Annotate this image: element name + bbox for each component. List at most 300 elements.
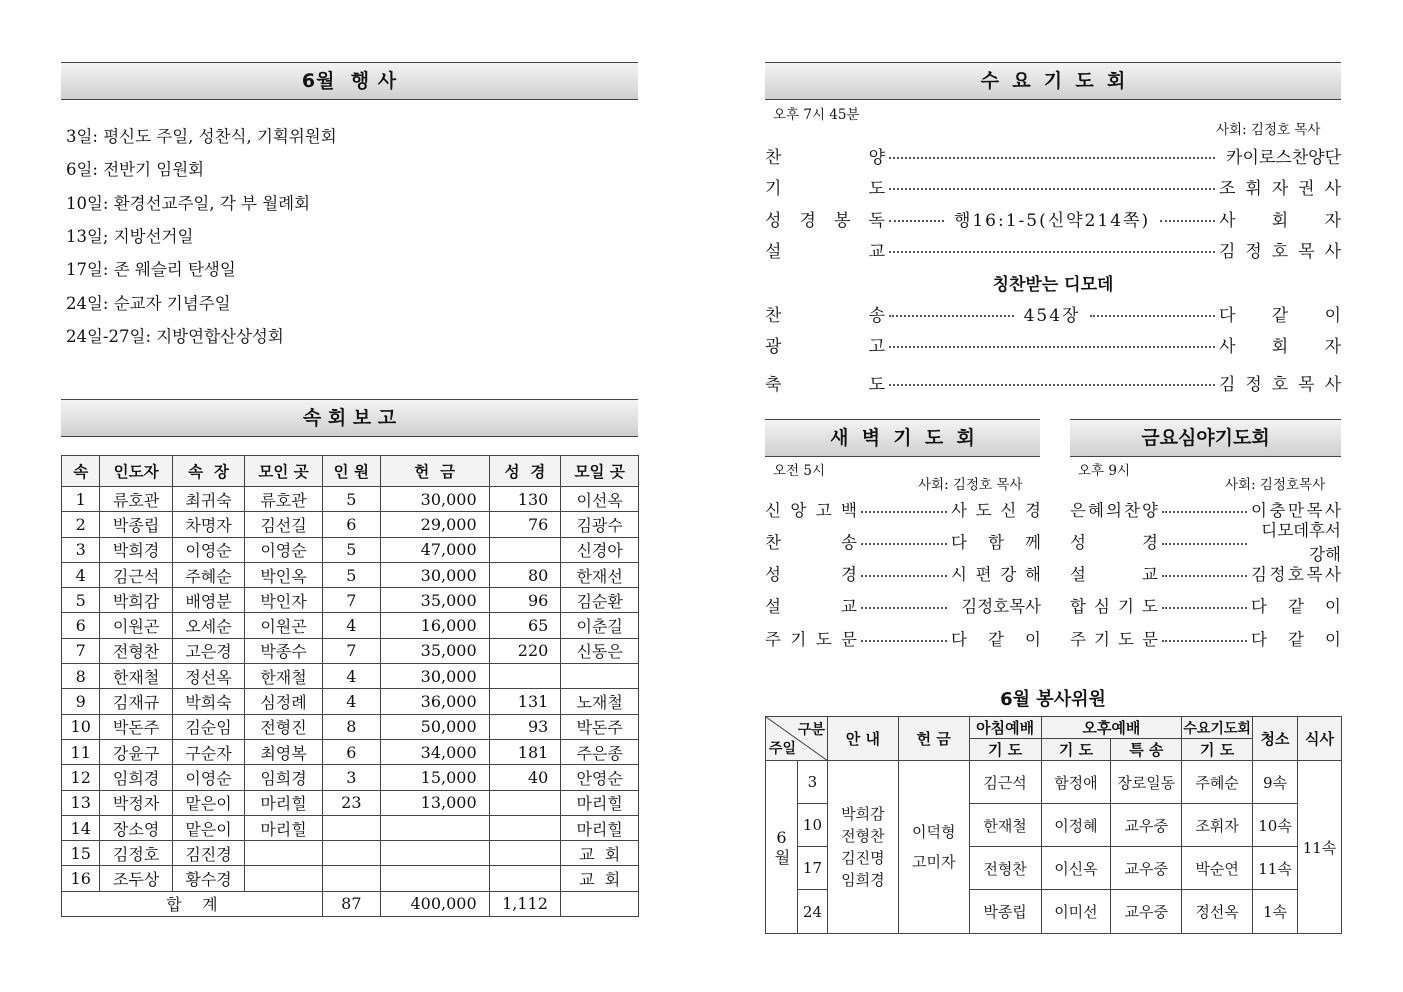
cell-number: 4 <box>62 562 100 587</box>
wednesday-line <box>765 300 1341 326</box>
people-count: 7 <box>322 638 380 663</box>
wednesday-line <box>765 205 1341 231</box>
wednesday-prayer: 정선옥 <box>1182 890 1253 934</box>
meet-place: 마리힐 <box>245 815 323 840</box>
cell-leader-name: 고은경 <box>172 638 244 663</box>
cell-leader-name: 구순자 <box>172 739 244 764</box>
people-count: 6 <box>322 739 380 764</box>
offering-amount: 34,000 <box>380 739 489 764</box>
dot-leader <box>889 188 1215 190</box>
item-value: 디모데후서강해 <box>1261 521 1341 564</box>
wednesday-title: 수 요 기 도 회 <box>980 70 1126 92</box>
dot-leader <box>889 157 1215 159</box>
total-row <box>62 891 639 916</box>
offering-amount: 15,000 <box>380 765 489 790</box>
leader-name: 김재규 <box>100 689 172 714</box>
cell-number: 9 <box>62 689 100 714</box>
cell-leader-name: 맡은이 <box>172 815 244 840</box>
cell-number: 7 <box>62 638 100 663</box>
people-count <box>322 841 380 866</box>
cell-number: 8 <box>62 664 100 689</box>
item-label: 광 고 <box>765 336 885 357</box>
item-value: 이 충 만 목 사 <box>1251 501 1341 520</box>
week-cell: 3 <box>797 761 827 804</box>
dot-leader <box>861 607 947 609</box>
dawn-title: 새 벽 기 도 회 <box>830 427 975 449</box>
item-label: 설 교 <box>765 241 885 262</box>
next-place: 한재선 <box>561 562 639 587</box>
wednesday-header <box>765 62 1341 100</box>
events-title: 6월 행 사 <box>301 70 398 92</box>
cell-number: 12 <box>62 765 100 790</box>
table-row <box>766 761 1342 804</box>
table-row <box>62 866 639 891</box>
meet-place: 심정례 <box>245 689 323 714</box>
people-count: 3 <box>322 765 380 790</box>
afternoon-prayer: 함정애 <box>1041 761 1111 804</box>
offering-amount <box>380 841 489 866</box>
cell-leader-name: 정선옥 <box>172 664 244 689</box>
next-place: 안영순 <box>561 765 639 790</box>
cell-number: 11 <box>62 739 100 764</box>
cell-leader-name: 맡은이 <box>172 790 244 815</box>
friday-time: 오후 9시 <box>1078 463 1131 479</box>
offering-names: 이덕형 고미자 <box>898 761 969 934</box>
next-place: 신동은 <box>561 638 639 663</box>
item-value: 다 같 이 <box>951 630 1041 649</box>
col-guide: 안 내 <box>827 717 898 761</box>
col-offering: 헌 금 <box>898 717 969 761</box>
people-count <box>322 815 380 840</box>
cleaning-cell: 9속 <box>1253 761 1298 804</box>
friday-line <box>1070 560 1341 586</box>
item-value: 다 같 이 <box>1251 630 1341 649</box>
dawn-leader: 사회: 김정호 목사 <box>918 477 1023 493</box>
event-item: 17일: 존 웨슬리 탄생일 <box>66 260 236 279</box>
item-label: 찬 양 <box>765 147 885 168</box>
wednesday-line <box>765 142 1341 168</box>
bible-count: 80 <box>489 562 561 587</box>
table-row <box>62 714 639 739</box>
offering-amount: 30,000 <box>380 487 489 512</box>
col-cell: 속 <box>62 456 100 487</box>
item-value: 다 같 이 <box>1219 305 1341 326</box>
cell-number: 6 <box>62 613 100 638</box>
dot-leader <box>1160 220 1215 222</box>
people-count: 23 <box>322 790 380 815</box>
cell-leader-name: 오세순 <box>172 613 244 638</box>
leader-name: 박희경 <box>100 537 172 562</box>
next-place: 주은종 <box>561 739 639 764</box>
morning-prayer: 한재철 <box>969 804 1041 847</box>
col-cell-leader: 속 장 <box>172 456 244 487</box>
table-row <box>62 689 639 714</box>
cell-number: 3 <box>62 537 100 562</box>
friday-leader: 사회: 김정호목사 <box>1225 477 1326 493</box>
cell-number: 1 <box>62 487 100 512</box>
next-place: 김순환 <box>561 588 639 613</box>
col-aft-special: 특 송 <box>1111 739 1182 761</box>
col-aft-prayer: 기 도 <box>1041 739 1111 761</box>
cell-leader-name: 배영분 <box>172 588 244 613</box>
table-row <box>62 664 639 689</box>
total-bible: 1,112 <box>489 891 561 916</box>
wednesday-leader: 사회: 김정호 목사 <box>1216 122 1321 138</box>
dot-leader <box>861 575 947 577</box>
meet-place: 전형진 <box>245 714 323 739</box>
offering-amount: 36,000 <box>380 689 489 714</box>
wednesday-prayer: 주혜순 <box>1182 761 1253 804</box>
dot-leader <box>1162 607 1247 609</box>
bible-count <box>489 790 561 815</box>
morning-prayer: 전형찬 <box>969 847 1041 890</box>
afternoon-prayer: 이정혜 <box>1041 804 1111 847</box>
wednesday-line <box>765 236 1341 262</box>
wednesday-line <box>765 331 1341 357</box>
event-item: 13일; 지방선거일 <box>66 227 194 246</box>
col-wed-prayer: 기 도 <box>1182 739 1253 761</box>
offering-amount <box>380 815 489 840</box>
cell-leader-name: 김진경 <box>172 841 244 866</box>
friday-line <box>1070 625 1341 651</box>
table-row <box>62 588 639 613</box>
col-afternoon: 오후예배 <box>1041 717 1182 739</box>
item-label: 주 기 도 문 <box>1070 630 1158 649</box>
item-label: 주 기 도 문 <box>765 630 857 649</box>
cell-report-title: 속 회 보 고 <box>302 407 397 429</box>
total-empty <box>561 891 639 916</box>
week-cell: 10 <box>797 804 827 847</box>
events-header <box>61 62 638 100</box>
col-wed: 수요기도회 <box>1182 717 1253 739</box>
cell-number: 13 <box>62 790 100 815</box>
dot-leader <box>889 315 1014 317</box>
item-value: 김 정 호 목 사 <box>1219 374 1341 395</box>
corner-top: 구분 <box>797 722 825 738</box>
table-row <box>62 613 639 638</box>
bible-count <box>489 841 561 866</box>
meet-place: 이원곤 <box>245 613 323 638</box>
people-count: 7 <box>322 588 380 613</box>
meet-place: 최영복 <box>245 739 323 764</box>
morning-prayer: 김근석 <box>969 761 1041 804</box>
bible-count: 65 <box>489 613 561 638</box>
dot-leader <box>1162 640 1247 642</box>
friday-line <box>1070 521 1341 564</box>
leader-name: 한재철 <box>100 664 172 689</box>
table-row <box>62 537 639 562</box>
dot-leader <box>1162 575 1247 577</box>
leader-name: 임희경 <box>100 765 172 790</box>
item-label: 성 경 봉 독 <box>765 210 885 231</box>
item-label: 성 경 <box>1070 533 1158 552</box>
offering-amount: 35,000 <box>380 588 489 613</box>
week-cell: 17 <box>797 847 827 890</box>
cell-leader-name: 이영순 <box>172 537 244 562</box>
people-count: 5 <box>322 487 380 512</box>
corner-bottom: 주일 <box>769 741 797 757</box>
dot-leader <box>889 251 1215 253</box>
cell-leader-name: 이영순 <box>172 765 244 790</box>
cleaning-cell: 11속 <box>1253 847 1298 890</box>
guide-names: 박희감 전형찬 김진명 임희경 <box>827 761 898 934</box>
item-value: 조 휘 자 권 사 <box>1219 178 1341 199</box>
friday-header <box>1070 419 1341 457</box>
friday-line <box>1070 592 1341 618</box>
month-cell: 6월 <box>766 761 798 934</box>
table-row <box>62 841 639 866</box>
leader-name: 전형찬 <box>100 638 172 663</box>
table-header-row <box>62 456 639 487</box>
item-value: 사 회 자 <box>1219 210 1342 231</box>
event-item: 24일: 순교자 기념주일 <box>66 294 231 313</box>
meet-place <box>245 866 323 891</box>
bible-count: 76 <box>489 512 561 537</box>
next-place: 교 회 <box>561 866 639 891</box>
people-count: 5 <box>322 537 380 562</box>
table-row <box>62 562 639 587</box>
leader-name: 장소영 <box>100 815 172 840</box>
event-item: 10일: 환경선교주일, 각 부 월례회 <box>66 194 311 213</box>
next-place: 박돈주 <box>561 714 639 739</box>
col-offering: 헌 금 <box>380 456 489 487</box>
col-morning-prayer: 기 도 <box>969 739 1041 761</box>
offering-amount: 30,000 <box>380 562 489 587</box>
col-morning: 아침예배 <box>969 717 1041 739</box>
dot-leader <box>889 384 1215 386</box>
col-people: 인 원 <box>322 456 380 487</box>
item-value: 사 회 자 <box>1219 336 1341 357</box>
leader-name: 강윤구 <box>100 739 172 764</box>
cell-number: 2 <box>62 512 100 537</box>
dawn-header <box>765 419 1040 457</box>
cell-report-header <box>61 399 638 437</box>
item-value: 시 편 강 해 <box>951 565 1041 584</box>
dot-leader <box>1090 315 1215 317</box>
bible-count: 93 <box>489 714 561 739</box>
item-detail: 454장 <box>1023 305 1081 326</box>
dot-leader <box>1162 543 1247 545</box>
item-value: 김 정 호 목 사 <box>1219 241 1341 262</box>
dot-leader <box>1162 511 1247 513</box>
item-detail: 행16:1-5(신약214쪽) <box>953 210 1151 231</box>
wednesday-prayer: 조휘자 <box>1182 804 1253 847</box>
dot-leader <box>861 640 947 642</box>
table-row <box>62 638 639 663</box>
item-label: 찬 송 <box>765 305 885 326</box>
bible-count: 96 <box>489 588 561 613</box>
afternoon-special: 장로일동 <box>1111 761 1182 804</box>
next-place: 이춘길 <box>561 613 639 638</box>
people-count: 4 <box>322 664 380 689</box>
col-meal: 식사 <box>1298 717 1342 761</box>
item-label: 기 도 <box>765 178 885 199</box>
cell-number: 14 <box>62 815 100 840</box>
cleaning-cell: 10속 <box>1253 804 1298 847</box>
event-item: 3일: 평신도 주일, 성찬식, 기획위원회 <box>66 127 337 146</box>
table-row <box>62 739 639 764</box>
people-count: 8 <box>322 714 380 739</box>
table-row <box>62 487 639 512</box>
cell-number: 16 <box>62 866 100 891</box>
total-label: 합 계 <box>62 891 323 916</box>
cell-number: 10 <box>62 714 100 739</box>
offering-amount: 35,000 <box>380 638 489 663</box>
dot-leader <box>889 220 944 222</box>
offering-amount: 16,000 <box>380 613 489 638</box>
offering-amount: 30,000 <box>380 664 489 689</box>
people-count <box>322 866 380 891</box>
next-place: 마리힐 <box>561 790 639 815</box>
item-value: 다 함 께 <box>951 533 1041 552</box>
volunteers-title: 6월 봉사위원 <box>1000 689 1106 710</box>
cleaning-cell: 1속 <box>1253 890 1298 934</box>
leader-name: 박희감 <box>100 588 172 613</box>
dawn-time: 오전 5시 <box>773 463 826 479</box>
meet-place: 박인자 <box>245 588 323 613</box>
meet-place: 이영순 <box>245 537 323 562</box>
bible-count: 131 <box>489 689 561 714</box>
item-label: 신 앙 고 백 <box>765 501 857 520</box>
item-value: 다 같 이 <box>1251 597 1341 616</box>
leader-name: 류호관 <box>100 487 172 512</box>
dawn-line <box>765 560 1041 586</box>
table-row <box>62 815 639 840</box>
cell-leader-name: 차명자 <box>172 512 244 537</box>
next-place: 노재철 <box>561 689 639 714</box>
bible-count: 220 <box>489 638 561 663</box>
leader-name: 조두상 <box>100 866 172 891</box>
table-row <box>62 512 639 537</box>
sermon-title: 칭찬받는 디모데 <box>992 275 1114 295</box>
bible-count <box>489 537 561 562</box>
dot-leader <box>889 346 1215 348</box>
next-place <box>561 664 639 689</box>
next-place: 신경아 <box>561 537 639 562</box>
item-label: 찬 송 <box>765 533 857 552</box>
meet-place: 한재철 <box>245 664 323 689</box>
col-bible: 성 경 <box>489 456 561 487</box>
total-offering: 400,000 <box>380 891 489 916</box>
table-row <box>62 790 639 815</box>
bible-count: 130 <box>489 487 561 512</box>
col-meet-place: 모인 곳 <box>245 456 323 487</box>
wednesday-line <box>765 173 1341 199</box>
dawn-line <box>765 528 1041 554</box>
friday-title: 금요심야기도회 <box>1141 427 1270 449</box>
afternoon-prayer: 이미선 <box>1041 890 1111 934</box>
wednesday-line <box>765 369 1341 395</box>
event-item: 24일-27일: 지방연합산상성회 <box>66 327 284 346</box>
meet-place: 박인옥 <box>245 562 323 587</box>
item-value: 김 정 호 목 사 <box>1251 565 1341 584</box>
wednesday-time: 오후 7시 45분 <box>773 107 860 123</box>
cell-report-table <box>61 455 639 917</box>
people-count: 4 <box>322 613 380 638</box>
item-label: 합 심 기 도 <box>1070 597 1158 616</box>
next-place: 마리힐 <box>561 815 639 840</box>
leader-name: 이원곤 <box>100 613 172 638</box>
volunteers-table <box>765 716 1342 934</box>
dawn-line <box>765 496 1041 522</box>
afternoon-special: 교우중 <box>1111 804 1182 847</box>
leader-name: 박종립 <box>100 512 172 537</box>
corner-cell <box>766 717 828 761</box>
bible-count: 40 <box>489 765 561 790</box>
dot-leader <box>861 543 947 545</box>
meet-place <box>245 841 323 866</box>
dawn-line <box>765 592 1041 618</box>
wednesday-prayer: 박순연 <box>1182 847 1253 890</box>
col-leader: 인도자 <box>100 456 172 487</box>
afternoon-prayer: 이신옥 <box>1041 847 1111 890</box>
meet-place: 박종수 <box>245 638 323 663</box>
bible-count <box>489 815 561 840</box>
total-people: 87 <box>322 891 380 916</box>
people-count: 5 <box>322 562 380 587</box>
item-label: 성 경 <box>765 565 857 584</box>
cell-leader-name: 황수경 <box>172 866 244 891</box>
offering-amount: 13,000 <box>380 790 489 815</box>
item-value: 김정호목사 <box>961 597 1041 616</box>
leader-name: 김근석 <box>100 562 172 587</box>
item-label: 설 교 <box>765 597 857 616</box>
item-value: 카이로스찬양단 <box>1226 147 1341 168</box>
week-cell: 24 <box>797 890 827 934</box>
item-label: 축 도 <box>765 374 885 395</box>
meal-cell: 11속 <box>1298 761 1342 934</box>
next-place: 교 회 <box>561 841 639 866</box>
bible-count <box>489 664 561 689</box>
offering-amount <box>380 866 489 891</box>
afternoon-special: 교우중 <box>1111 890 1182 934</box>
meet-place: 마리힐 <box>245 790 323 815</box>
morning-prayer: 박종립 <box>969 890 1041 934</box>
dawn-line <box>765 625 1041 651</box>
meet-place: 류호관 <box>245 487 323 512</box>
next-place: 이선옥 <box>561 487 639 512</box>
cell-leader-name: 주혜순 <box>172 562 244 587</box>
table-row <box>62 765 639 790</box>
leader-name: 박정자 <box>100 790 172 815</box>
col-next-place: 모일 곳 <box>561 456 639 487</box>
cell-number: 5 <box>62 588 100 613</box>
next-place: 김광수 <box>561 512 639 537</box>
people-count: 4 <box>322 689 380 714</box>
cell-leader-name: 박희숙 <box>172 689 244 714</box>
bible-count <box>489 866 561 891</box>
leader-name: 박돈주 <box>100 714 172 739</box>
cell-leader-name: 최귀숙 <box>172 487 244 512</box>
item-label: 설 교 <box>1070 565 1158 584</box>
item-value: 사 도 신 경 <box>951 501 1041 520</box>
people-count: 6 <box>322 512 380 537</box>
cell-number: 15 <box>62 841 100 866</box>
offering-amount: 29,000 <box>380 512 489 537</box>
meet-place: 임희경 <box>245 765 323 790</box>
leader-name: 김정호 <box>100 841 172 866</box>
col-clean: 청소 <box>1253 717 1298 761</box>
bible-count: 181 <box>489 739 561 764</box>
item-label: 은 혜 의 찬 양 <box>1070 501 1158 520</box>
event-item: 6일: 전반기 임원회 <box>66 160 205 179</box>
meet-place: 김선길 <box>245 512 323 537</box>
offering-amount: 47,000 <box>380 537 489 562</box>
offering-amount: 50,000 <box>380 714 489 739</box>
afternoon-special: 교우중 <box>1111 847 1182 890</box>
dot-leader <box>861 511 947 513</box>
cell-leader-name: 김순임 <box>172 714 244 739</box>
